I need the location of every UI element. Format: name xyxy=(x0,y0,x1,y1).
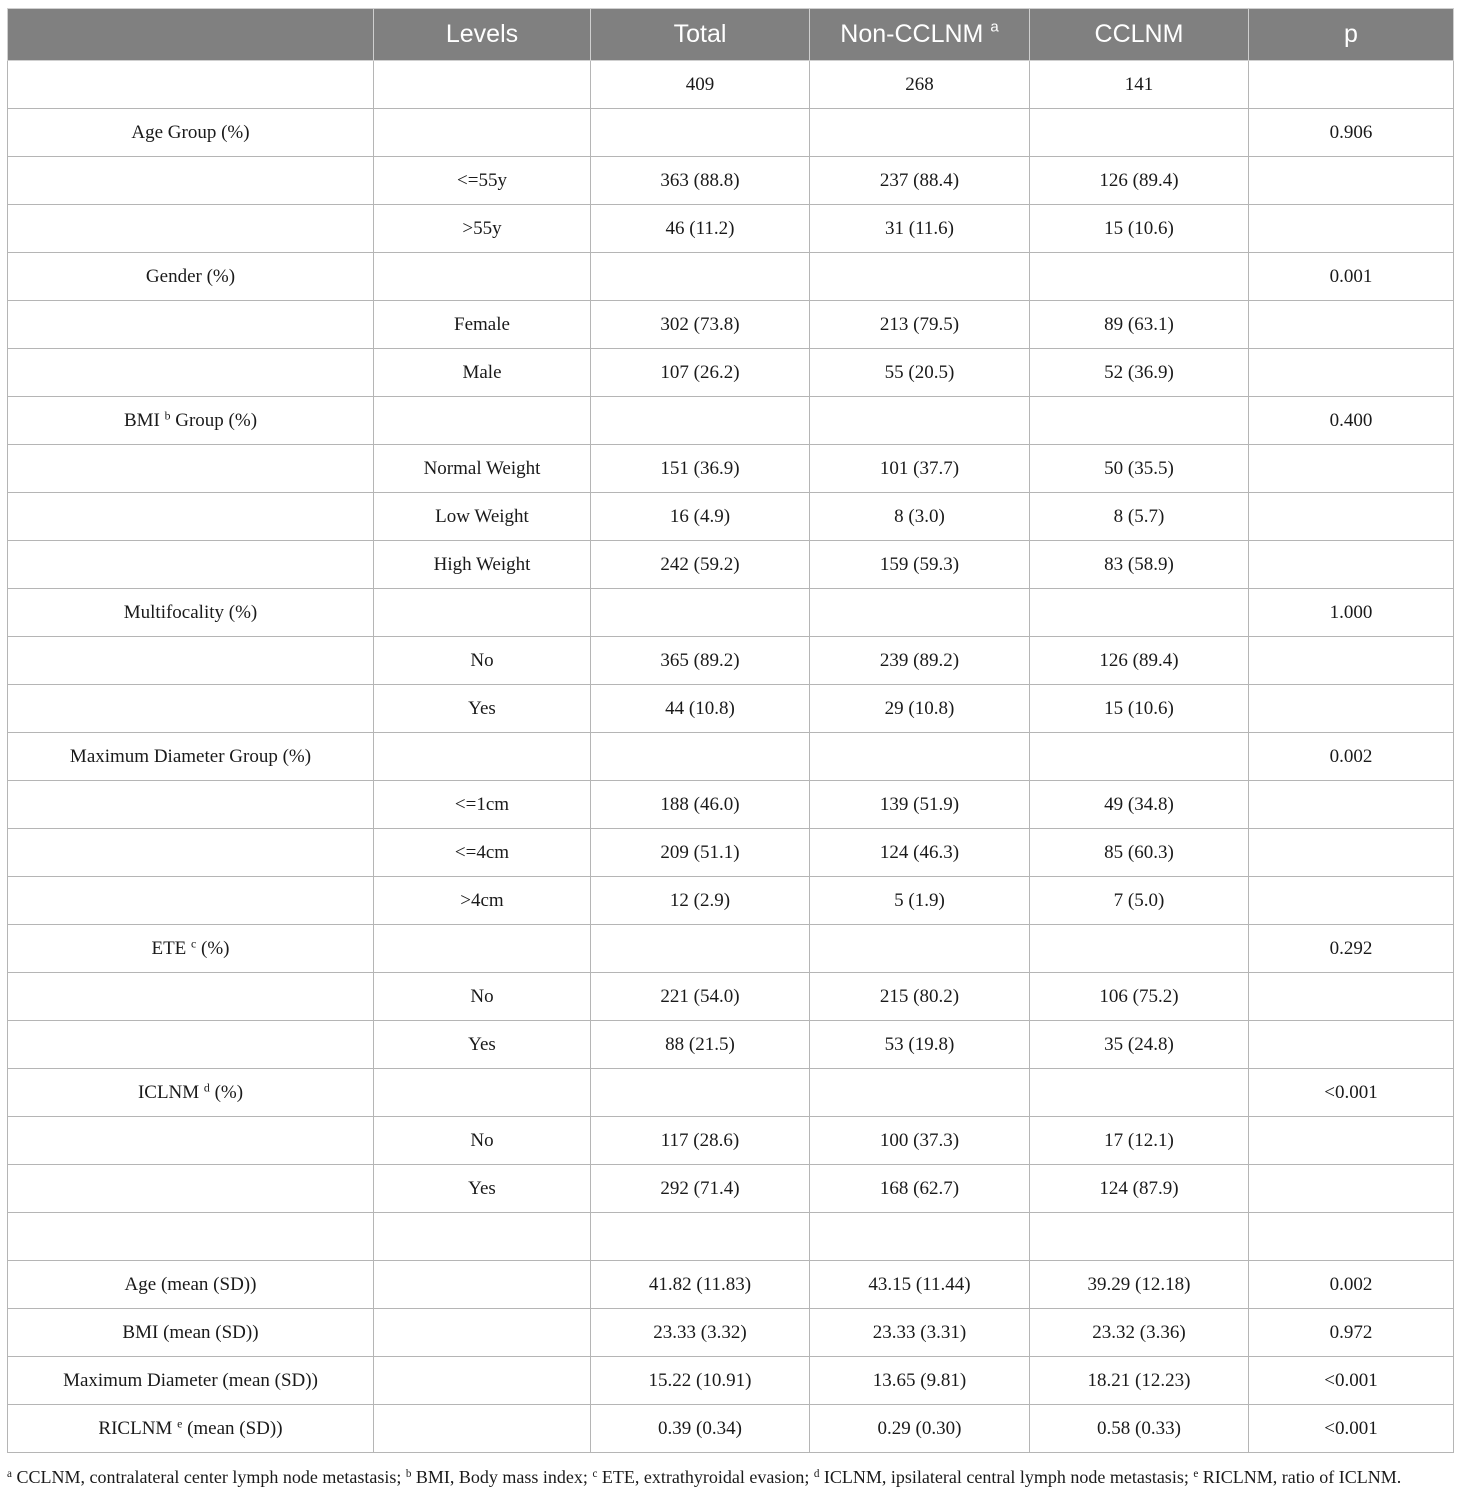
cell-non-cclnm: 31 (11.6) xyxy=(810,205,1030,253)
table-row xyxy=(8,349,1454,397)
cell-variable xyxy=(8,205,374,253)
footnote-mark: b xyxy=(405,1467,412,1480)
cell-level xyxy=(374,1069,591,1117)
cell-level xyxy=(374,1309,591,1357)
cell-non-cclnm: 159 (59.3) xyxy=(810,541,1030,589)
footnote-mark: d xyxy=(203,1081,210,1095)
cell-variable xyxy=(8,685,374,733)
cell-cclnm: 124 (87.9) xyxy=(1030,1165,1249,1213)
cell-variable xyxy=(8,301,374,349)
cell-cclnm: 15 (10.6) xyxy=(1030,205,1249,253)
cell-cclnm: 89 (63.1) xyxy=(1030,301,1249,349)
cell-non-cclnm: 53 (19.8) xyxy=(810,1021,1030,1069)
cell-non-cclnm xyxy=(810,1069,1030,1117)
cell-cclnm: 126 (89.4) xyxy=(1030,157,1249,205)
cell-non-cclnm: 168 (62.7) xyxy=(810,1165,1030,1213)
cell-total: 107 (26.2) xyxy=(591,349,810,397)
cell-variable xyxy=(8,925,374,973)
cell-p-value xyxy=(1249,1117,1454,1165)
header-non-cclnm-footnote-mark: a xyxy=(990,18,999,36)
cell-variable xyxy=(8,973,374,1021)
cell-total: 16 (4.9) xyxy=(591,493,810,541)
cell-non-cclnm xyxy=(810,397,1030,445)
cell-cclnm xyxy=(1030,397,1249,445)
cell-total: 12 (2.9) xyxy=(591,877,810,925)
table-row xyxy=(8,973,1454,1021)
table-row xyxy=(8,1261,1454,1309)
cell-cclnm xyxy=(1030,589,1249,637)
cell-p-value: 1.000 xyxy=(1249,589,1454,637)
footnote-mark: a xyxy=(7,1467,12,1480)
cell-non-cclnm xyxy=(810,733,1030,781)
cell-non-cclnm: 139 (51.9) xyxy=(810,781,1030,829)
cell-total: 292 (71.4) xyxy=(591,1165,810,1213)
cell-variable xyxy=(8,1117,374,1165)
cell-p-value xyxy=(1249,301,1454,349)
cell-variable xyxy=(8,1357,374,1405)
cell-p-value: <0.001 xyxy=(1249,1069,1454,1117)
cell-non-cclnm: 8 (3.0) xyxy=(810,493,1030,541)
cell-total: 23.33 (3.32) xyxy=(591,1309,810,1357)
cell-level xyxy=(374,1405,591,1453)
cell-cclnm xyxy=(1030,109,1249,157)
footnote-mark: d xyxy=(813,1467,820,1480)
cell-variable xyxy=(8,1405,374,1453)
cell-level: Low Weight xyxy=(374,493,591,541)
cell-p-value xyxy=(1249,637,1454,685)
cell-variable xyxy=(8,349,374,397)
variable-label-suffix: Group (%) xyxy=(170,409,258,431)
cell-level: No xyxy=(374,1117,591,1165)
cell-non-cclnm: 5 (1.9) xyxy=(810,877,1030,925)
table-row xyxy=(8,157,1454,205)
cell-p-value xyxy=(1249,541,1454,589)
cell-p-value xyxy=(1249,829,1454,877)
variable-label: ICLNM xyxy=(137,1081,204,1103)
footnote-mark: c xyxy=(592,1467,598,1480)
cell-p-value xyxy=(1249,973,1454,1021)
cell-total: 117 (28.6) xyxy=(591,1117,810,1165)
cell-non-cclnm: 101 (37.7) xyxy=(810,445,1030,493)
cell-variable xyxy=(8,1165,374,1213)
cell-level: No xyxy=(374,637,591,685)
cell-p-value xyxy=(1249,877,1454,925)
cell-p-value: 0.002 xyxy=(1249,1261,1454,1309)
cell-total: 209 (51.1) xyxy=(591,829,810,877)
cell-cclnm: 85 (60.3) xyxy=(1030,829,1249,877)
table-row xyxy=(8,1405,1454,1453)
cell-variable xyxy=(8,781,374,829)
cell-p-value xyxy=(1249,1213,1454,1261)
cell-total: 363 (88.8) xyxy=(591,157,810,205)
cell-non-cclnm xyxy=(810,253,1030,301)
cell-variable xyxy=(8,109,374,157)
table-row xyxy=(8,781,1454,829)
cell-variable xyxy=(8,829,374,877)
cell-non-cclnm xyxy=(810,109,1030,157)
cell-cclnm: 39.29 (12.18) xyxy=(1030,1261,1249,1309)
cell-cclnm: 17 (12.1) xyxy=(1030,1117,1249,1165)
cell-total xyxy=(591,109,810,157)
cell-variable xyxy=(8,1069,374,1117)
table-row xyxy=(8,685,1454,733)
cell-cclnm: 49 (34.8) xyxy=(1030,781,1249,829)
table-row xyxy=(8,397,1454,445)
cell-non-cclnm xyxy=(810,1213,1030,1261)
cell-p-value xyxy=(1249,685,1454,733)
cell-total xyxy=(591,733,810,781)
cell-cclnm: 83 (58.9) xyxy=(1030,541,1249,589)
cell-total: 242 (59.2) xyxy=(591,541,810,589)
cell-total: 46 (11.2) xyxy=(591,205,810,253)
cell-p-value xyxy=(1249,157,1454,205)
table-container xyxy=(7,8,1453,1453)
table-row xyxy=(8,61,1454,109)
cell-p-value xyxy=(1249,61,1454,109)
cell-total: 188 (46.0) xyxy=(591,781,810,829)
cell-p-value: <0.001 xyxy=(1249,1357,1454,1405)
cell-level: No xyxy=(374,973,591,1021)
cell-cclnm: 126 (89.4) xyxy=(1030,637,1249,685)
cell-p-value: <0.001 xyxy=(1249,1405,1454,1453)
cell-total: 302 (73.8) xyxy=(591,301,810,349)
variable-label: Maximum Diameter (mean (SD)) xyxy=(63,1369,318,1391)
table-row xyxy=(8,733,1454,781)
variable-label-suffix: (%) xyxy=(196,937,230,959)
cell-total: 221 (54.0) xyxy=(591,973,810,1021)
cell-total xyxy=(591,397,810,445)
cell-p-value: 0.292 xyxy=(1249,925,1454,973)
table-row xyxy=(8,829,1454,877)
cell-p-value xyxy=(1249,781,1454,829)
cell-variable xyxy=(8,541,374,589)
cell-total: 0.39 (0.34) xyxy=(591,1405,810,1453)
cell-variable xyxy=(8,1261,374,1309)
footnote-mark: b xyxy=(164,409,171,423)
cell-non-cclnm: 43.15 (11.44) xyxy=(810,1261,1030,1309)
cell-level: Male xyxy=(374,349,591,397)
cell-level: <=1cm xyxy=(374,781,591,829)
table-row xyxy=(8,1165,1454,1213)
cell-non-cclnm: 55 (20.5) xyxy=(810,349,1030,397)
cell-non-cclnm: 100 (37.3) xyxy=(810,1117,1030,1165)
cell-p-value xyxy=(1249,493,1454,541)
cell-variable xyxy=(8,1213,374,1261)
cell-total xyxy=(591,1213,810,1261)
header-levels: Levels xyxy=(374,9,591,61)
cell-cclnm xyxy=(1030,925,1249,973)
table-row xyxy=(8,637,1454,685)
cell-variable xyxy=(8,1309,374,1357)
variable-label: RICLNM xyxy=(98,1417,178,1439)
footnote-text: ICLNM, ipsilateral central lymph node metastasis; xyxy=(819,1467,1194,1487)
cell-non-cclnm: 124 (46.3) xyxy=(810,829,1030,877)
header-cclnm: CCLNM xyxy=(1030,9,1249,61)
cell-non-cclnm xyxy=(810,589,1030,637)
header-non-cclnm xyxy=(810,9,1030,61)
cell-non-cclnm: 239 (89.2) xyxy=(810,637,1030,685)
variable-label-suffix: (%) xyxy=(209,1081,244,1103)
cell-total xyxy=(591,925,810,973)
cell-cclnm: 106 (75.2) xyxy=(1030,973,1249,1021)
cell-cclnm: 50 (35.5) xyxy=(1030,445,1249,493)
cell-total: 41.82 (11.83) xyxy=(591,1261,810,1309)
cell-variable xyxy=(8,253,374,301)
cell-variable xyxy=(8,493,374,541)
cell-level: High Weight xyxy=(374,541,591,589)
cell-non-cclnm: 23.33 (3.31) xyxy=(810,1309,1030,1357)
footnote-text: ETE, extrathyroidal evasion; xyxy=(597,1467,814,1487)
cell-p-value xyxy=(1249,349,1454,397)
cell-total: 409 xyxy=(591,61,810,109)
table-row xyxy=(8,445,1454,493)
footnote-mark: e xyxy=(1193,1467,1199,1480)
cell-p-value xyxy=(1249,1165,1454,1213)
cell-cclnm: 7 (5.0) xyxy=(1030,877,1249,925)
data-table xyxy=(7,8,1454,1453)
cell-cclnm xyxy=(1030,253,1249,301)
table-row xyxy=(8,1213,1454,1261)
cell-variable xyxy=(8,637,374,685)
header-total: Total xyxy=(591,9,810,61)
table-body xyxy=(8,61,1454,1453)
cell-total: 151 (36.9) xyxy=(591,445,810,493)
table-row xyxy=(8,109,1454,157)
cell-level: <=4cm xyxy=(374,829,591,877)
cell-cclnm: 0.58 (0.33) xyxy=(1030,1405,1249,1453)
cell-non-cclnm: 237 (88.4) xyxy=(810,157,1030,205)
variable-label: Age Group (%) xyxy=(131,121,250,143)
footnote-mark: c xyxy=(191,937,197,951)
cell-non-cclnm: 29 (10.8) xyxy=(810,685,1030,733)
cell-variable xyxy=(8,61,374,109)
cell-level xyxy=(374,109,591,157)
cell-cclnm: 141 xyxy=(1030,61,1249,109)
cell-variable xyxy=(8,157,374,205)
cell-total xyxy=(591,1069,810,1117)
cell-non-cclnm: 213 (79.5) xyxy=(810,301,1030,349)
cell-cclnm xyxy=(1030,1213,1249,1261)
cell-level: >4cm xyxy=(374,877,591,925)
cell-cclnm: 8 (5.7) xyxy=(1030,493,1249,541)
cell-non-cclnm: 215 (80.2) xyxy=(810,973,1030,1021)
cell-total: 88 (21.5) xyxy=(591,1021,810,1069)
cell-level: Yes xyxy=(374,1165,591,1213)
table-footnotes xyxy=(7,1467,1457,1488)
cell-p-value: 0.972 xyxy=(1249,1309,1454,1357)
cell-cclnm: 23.32 (3.36) xyxy=(1030,1309,1249,1357)
variable-label: BMI (mean (SD)) xyxy=(122,1321,259,1343)
cell-p-value: 0.001 xyxy=(1249,253,1454,301)
cell-variable xyxy=(8,733,374,781)
cell-non-cclnm xyxy=(810,925,1030,973)
variable-label: Age (mean (SD)) xyxy=(124,1273,257,1295)
cell-variable xyxy=(8,589,374,637)
cell-level xyxy=(374,61,591,109)
header-non-cclnm-label: Non-CCLNM xyxy=(840,20,984,48)
cell-level: Yes xyxy=(374,685,591,733)
cell-p-value xyxy=(1249,1021,1454,1069)
variable-label-suffix: (mean (SD)) xyxy=(182,1417,283,1439)
variable-label: BMI xyxy=(123,409,165,431)
cell-variable xyxy=(8,397,374,445)
table-row xyxy=(8,253,1454,301)
cell-cclnm: 15 (10.6) xyxy=(1030,685,1249,733)
cell-level xyxy=(374,397,591,445)
footnote-text: CCLNM, contralateral center lymph node metastasis; xyxy=(11,1467,406,1487)
cell-level: >55y xyxy=(374,205,591,253)
cell-variable xyxy=(8,1021,374,1069)
table-row xyxy=(8,541,1454,589)
table-row xyxy=(8,925,1454,973)
cell-level xyxy=(374,925,591,973)
cell-variable xyxy=(8,877,374,925)
table-header-row xyxy=(8,9,1454,61)
table-row xyxy=(8,877,1454,925)
cell-non-cclnm: 0.29 (0.30) xyxy=(810,1405,1030,1453)
cell-level: Female xyxy=(374,301,591,349)
cell-cclnm: 35 (24.8) xyxy=(1030,1021,1249,1069)
variable-label: ETE xyxy=(151,937,192,959)
cell-level: Normal Weight xyxy=(374,445,591,493)
cell-level xyxy=(374,1261,591,1309)
cell-cclnm: 52 (36.9) xyxy=(1030,349,1249,397)
table-row xyxy=(8,1357,1454,1405)
cell-total xyxy=(591,589,810,637)
cell-p-value: 0.906 xyxy=(1249,109,1454,157)
cell-level xyxy=(374,1213,591,1261)
cell-level xyxy=(374,1357,591,1405)
header-p: p xyxy=(1249,9,1454,61)
variable-label: Gender (%) xyxy=(145,265,236,287)
cell-p-value xyxy=(1249,205,1454,253)
footnote-text: BMI, Body mass index; xyxy=(411,1467,593,1487)
variable-label: Maximum Diameter Group (%) xyxy=(69,745,312,767)
header-variable xyxy=(8,9,374,61)
cell-non-cclnm: 268 xyxy=(810,61,1030,109)
table-row xyxy=(8,1069,1454,1117)
table-row xyxy=(8,1117,1454,1165)
table-row xyxy=(8,589,1454,637)
cell-p-value: 0.002 xyxy=(1249,733,1454,781)
footnote-text: RICLNM, ratio of ICLNM. xyxy=(1198,1467,1402,1487)
variable-label: Multifocality (%) xyxy=(123,601,258,623)
table-row xyxy=(8,493,1454,541)
cell-cclnm xyxy=(1030,733,1249,781)
footnote-mark: e xyxy=(177,1417,183,1431)
cell-total xyxy=(591,253,810,301)
table-row xyxy=(8,301,1454,349)
cell-non-cclnm: 13.65 (9.81) xyxy=(810,1357,1030,1405)
cell-level: <=55y xyxy=(374,157,591,205)
cell-total: 365 (89.2) xyxy=(591,637,810,685)
table-row xyxy=(8,1309,1454,1357)
cell-level xyxy=(374,589,591,637)
cell-variable xyxy=(8,445,374,493)
cell-p-value xyxy=(1249,445,1454,493)
cell-total: 44 (10.8) xyxy=(591,685,810,733)
cell-level: Yes xyxy=(374,1021,591,1069)
cell-total: 15.22 (10.91) xyxy=(591,1357,810,1405)
cell-level xyxy=(374,253,591,301)
cell-cclnm: 18.21 (12.23) xyxy=(1030,1357,1249,1405)
cell-p-value: 0.400 xyxy=(1249,397,1454,445)
table-row xyxy=(8,1021,1454,1069)
table-row xyxy=(8,205,1454,253)
cell-level xyxy=(374,733,591,781)
cell-cclnm xyxy=(1030,1069,1249,1117)
